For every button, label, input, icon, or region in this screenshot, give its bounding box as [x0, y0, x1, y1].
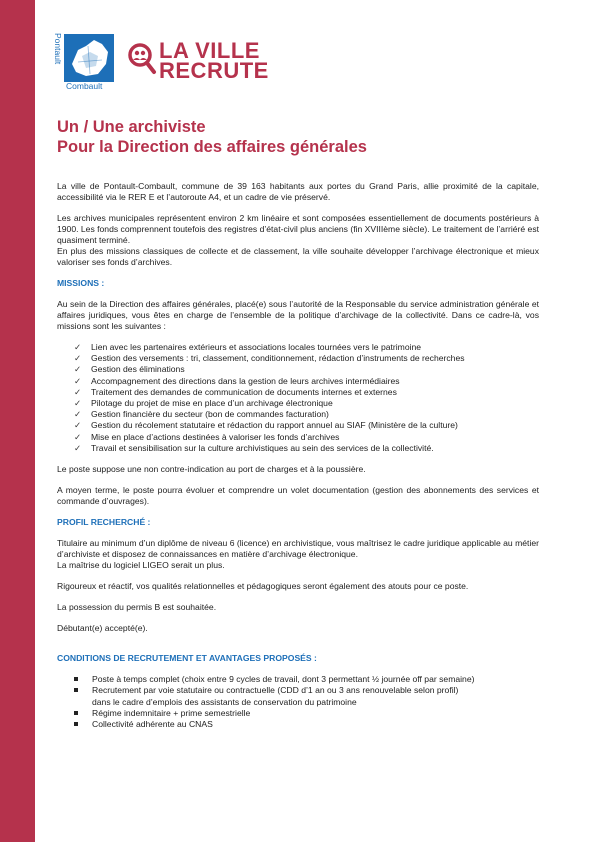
- list-item: [74, 353, 539, 364]
- logo-vertical-label: Pontault: [53, 33, 63, 65]
- missions-note-1: Le poste suppose une non contre-indication au port de charges et à la poussière.: [57, 464, 366, 475]
- condition-text: Régime indemnitaire + prime semestrielle: [92, 707, 251, 718]
- job-title-line1: Un / Une archiviste: [57, 118, 206, 136]
- list-item: [74, 398, 539, 409]
- side-accent-bar: [0, 0, 35, 842]
- mission-text: Travail et sensibilisation sur la culture archivistiques au sein des services de la collectivité.: [91, 442, 434, 453]
- mission-text: Accompagnement des directions dans la gestion de leurs archives intermédiaires: [91, 375, 400, 386]
- job-title: [57, 117, 557, 157]
- mission-text: Gestion financière du secteur (bon de commandes facturation): [91, 409, 329, 420]
- city-map-icon: [64, 34, 114, 82]
- check-icon: ✓: [74, 442, 82, 453]
- conditions-list: [74, 674, 539, 697]
- job-title-line2: Pour la Direction des affaires générales: [57, 138, 367, 156]
- list-item: [74, 432, 539, 443]
- list-item: [74, 674, 539, 685]
- check-icon: ✓: [74, 342, 82, 352]
- profil-heading: PROFIL RECHERCHÉ :: [57, 517, 151, 528]
- recrute-line2: RECRUTE: [159, 58, 269, 83]
- check-icon: ✓: [74, 364, 82, 375]
- conditions-heading: CONDITIONS DE RECRUTEMENT ET AVANTAGES PROPOSÉS :: [57, 653, 317, 664]
- logo-bottom-text: Combault: [66, 81, 103, 91]
- check-icon: ✓: [74, 386, 82, 397]
- missions-intro: Au sein de la Direction des affaires générales, placé(e) sous l’autorité de la Responsable du service administration générale et affaires juridiques, vous êtes en charge de l’ensemble de la politique d’archivage de la collectivité. Dans ce cadre-là, vos missions sont les suivantes :: [57, 299, 539, 331]
- mission-text: Gestion des éliminations: [91, 364, 185, 375]
- recrute-line1: LA VILLE: [159, 38, 260, 63]
- pontault-combault-logo: [52, 34, 118, 92]
- magnifier-people-icon: [127, 42, 157, 78]
- mission-text: Gestion des versements : tri, classement, conditionnement, rédaction d’instruments de recherches: [91, 353, 465, 364]
- condition-text: Collectivité adhérente au CNAS: [92, 719, 213, 730]
- intro-paragraph-1: La ville de Pontault-Combault, commune de 39 163 habitants aux portes du Grand Paris, allie proximité de la capitale, accessibilité via le RER E et l’autoroute A4, et un cadre de vie préservé.: [57, 181, 539, 202]
- list-item: [74, 387, 539, 398]
- profil-paragraph-1b: La maîtrise du logiciel LIGEO serait un plus.: [57, 560, 225, 571]
- intro-paragraph-2: Les archives municipales représentent environ 2 km linéaire et sont composées essentiellement de documents postérieurs à 1900. Les fonds comprennent toutefois des registres d’état-civil plus anciens (fin XVIIIème siècle). Le traitement de l’arriéré est quasiment terminé.: [57, 213, 539, 245]
- intro-paragraph-3: En plus des missions classiques de collecte et de classement, la ville souhaite développer l’archivage électronique et mieux valoriser ses fonds d’archives.: [57, 246, 539, 267]
- profil-paragraph-4: Débutant(e) accepté(e).: [57, 623, 148, 634]
- missions-note-2: A moyen terme, le poste pourra évoluer et comprendre un volet documentation (gestion des abonnements des services et commande d’ouvrages).: [57, 485, 539, 507]
- missions-heading: MISSIONS :: [57, 278, 105, 288]
- mission-text: Pilotage du projet de mise en place d’un archivage électronique: [91, 398, 333, 409]
- check-icon: ✓: [74, 420, 82, 431]
- square-bullet-icon: [74, 677, 78, 681]
- check-icon: ✓: [74, 375, 82, 386]
- check-icon: ✓: [74, 398, 82, 409]
- profil-paragraph-3: La possession du permis B est souhaitée.: [57, 602, 217, 613]
- list-item: [74, 364, 539, 375]
- square-bullet-icon: [74, 688, 78, 692]
- square-bullet-icon: [74, 711, 78, 715]
- check-icon: ✓: [74, 409, 82, 420]
- profil-paragraph-2: Rigoureux et réactif, vos qualités relationnelles et pédagogiques seront également des atouts pour ce poste.: [57, 581, 469, 592]
- condition-continuation: dans le cadre d’emplois des assistants de conservation du patrimoine: [92, 696, 357, 707]
- mission-text: Lien avec les partenaires extérieurs et associations locales tournées vers le patrimoine: [91, 342, 422, 352]
- la-ville-recrute-logo: [127, 40, 287, 86]
- list-item: [74, 420, 539, 431]
- check-icon: ✓: [74, 431, 82, 442]
- conditions-list-2: [74, 708, 539, 731]
- mission-text: Mise en place d’actions destinées à valoriser les fonds d’archives: [91, 431, 340, 442]
- job-content: [57, 181, 539, 731]
- list-item: [74, 409, 539, 420]
- condition-text: Poste à temps complet (choix entre 9 cycles de travail, dont 3 permettant ½ journée off par semaine): [92, 674, 475, 685]
- check-icon: ✓: [74, 353, 82, 364]
- square-bullet-icon: [74, 722, 78, 726]
- profil-paragraph-1: Titulaire au minimum d’un diplôme de niveau 6 (licence) en archivistique, vous maîtrisez le cadre juridique applicable au métier d’archiviste et disposez de connaissances en matière d’archivage électronique.: [57, 538, 539, 560]
- list-item: [74, 708, 539, 719]
- condition-text: Recrutement par voie statutaire ou contractuelle (CDD d’1 an ou 3 ans renouvelable selon profil): [92, 685, 459, 696]
- mission-text: Traitement des demandes de communication de documents internes et externes: [91, 386, 397, 397]
- missions-list: [74, 342, 539, 454]
- list-item: [74, 685, 539, 696]
- list-item: [74, 342, 539, 353]
- logo-vertical-text: [52, 33, 63, 86]
- list-item: [74, 376, 539, 387]
- list-item: [74, 443, 539, 454]
- list-item: [74, 719, 539, 730]
- mission-text: Gestion du récolement statutaire et rédaction du rapport annuel au SIAF (Ministère de la culture): [91, 420, 458, 431]
